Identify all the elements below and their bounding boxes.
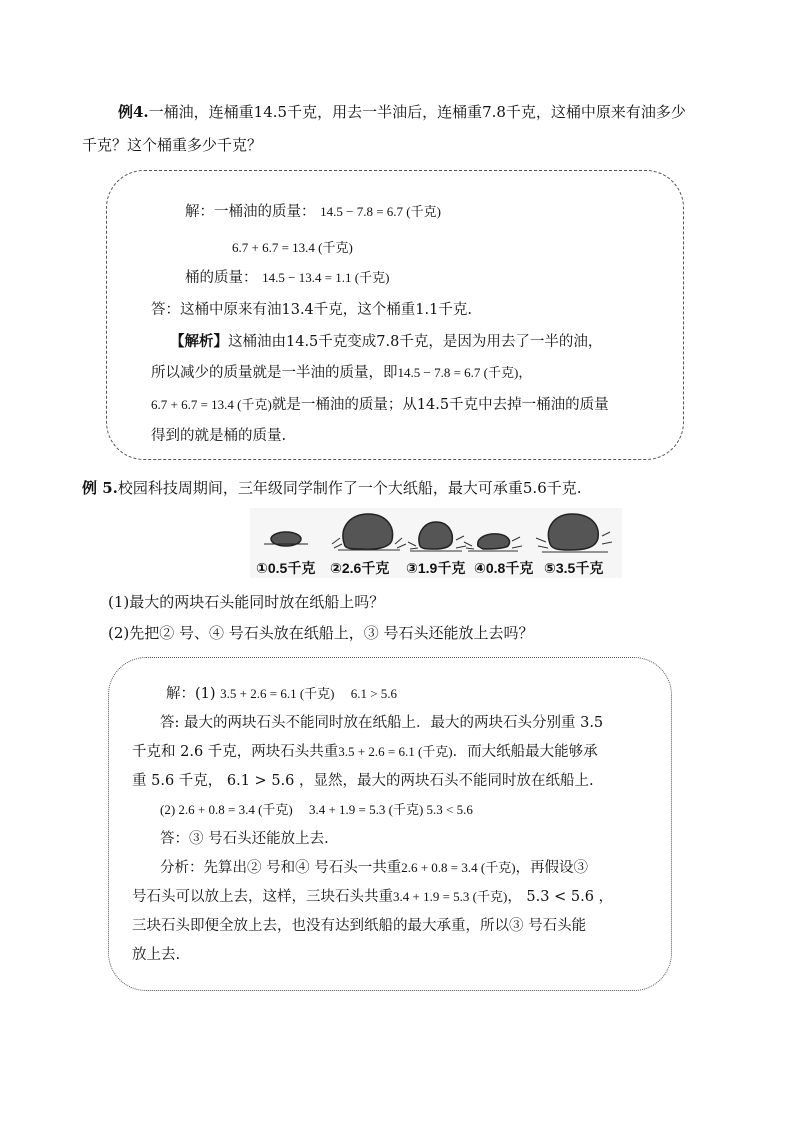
stone-1-icon [264, 532, 308, 546]
solution-4-bucket-label: 桶的质量： [185, 270, 258, 286]
solution-4-analysis-2 [151, 363, 531, 383]
analysis-formula-3: 6.7 + 6.7 = 13.4 (千克) [151, 397, 272, 412]
stone-2-icon [332, 514, 406, 550]
solution-5-box [108, 657, 672, 991]
question-2: (2)先把② 号、④ 号石头放在纸船上，③ 号石头还能放上去吗？ [108, 624, 534, 642]
analysis-text-3: 就是一桶油的质量；从14.5千克中去掉一桶油的质量 [271, 397, 609, 413]
solution-5-formula-7: 2.6 + 0.8 = 3.4 (千克) [401, 860, 516, 875]
solution-4-analysis-3 [151, 395, 609, 415]
analysis-tag: 【解析】 [170, 333, 228, 350]
solution-5-answer: 答：③ 号石头还能放上去. [160, 831, 329, 847]
solution-4-formula-1: 14.5 − 7.8 = 6.7 (千克) [320, 204, 441, 219]
analysis-formula-2: 14.5 − 7.8 = 6.7 (千克)， [397, 365, 532, 380]
example-5-text: 校园科技周期间，三年级同学制作了一个大纸船，最大可承重5.6千克. [117, 479, 582, 497]
solution-5-formula-3: 3.5 + 2.6 = 6.1 (千克) [338, 744, 453, 759]
example-4-label: 例4. [118, 103, 149, 121]
solution-5-line-1 [166, 684, 397, 704]
solution-4-line-1 [185, 202, 441, 222]
solution-4-analysis-1 [170, 332, 602, 352]
example-4-text-1: 一桶油，连桶重14.5千克，用去一半油后，连桶重7.8千克，这桶中原来有油多少 [148, 103, 686, 121]
solution-5-line-8 [132, 887, 613, 907]
solution-5-text-8c: ， 5.3 < 5.6 ， [507, 889, 614, 905]
solution-5-text-7a: 分析：先算出② 号和④ 号石头一共重 [160, 860, 402, 876]
solution-4-formula-3: 14.5 − 13.4 = 1.1 (千克) [262, 270, 390, 285]
stone-1-label: ①0.5千克 [256, 560, 316, 576]
stone-4-icon [464, 534, 522, 551]
solution-5-formula-5: (2) 2.6 + 0.8 = 3.4 (千克) 3.4 + 1.9 = 5.3 (千克) 5.3 < 5.6 [160, 802, 473, 817]
solution-5-text-7c: ，再假设③ [515, 860, 589, 876]
analysis-text-2a: 所以减少的质量就是一半油的质量，即 [151, 365, 398, 381]
stone-4-label: ④0.8千克 [474, 560, 534, 576]
solution-4-analysis-4: 得到的就是桶的质量. [151, 428, 287, 444]
stones-drawing [250, 508, 622, 558]
solution-5-label: 解：(1) [166, 686, 216, 702]
stone-5-icon [536, 514, 612, 552]
solution-5-line-4: 重 5.6 千克， 6.1 > 5.6 ，显然，最大的两块石头不能同时放在纸船上. [132, 773, 594, 789]
stones-illustration [250, 508, 622, 578]
solution-5-line-2: 答: 最大的两块石头不能同时放在纸船上．最大的两块石头分别重 3.5 [160, 715, 604, 731]
solution-5-line-9: 三块石头即便全放上去，也没有达到纸船的最大承重，所以③ 号石头能 [132, 918, 587, 934]
analysis-text-1: 这桶油由14.5千克变成7.8千克，是因为用去了一半的油， [228, 334, 603, 350]
solution-4-answer: 答：这桶中原来有油13.4千克，这个桶重1.1千克. [151, 302, 472, 318]
solution-4-line-3 [185, 268, 389, 288]
solution-5-text-3c: ．而大纸船最大能够承 [452, 744, 598, 760]
solution-5-line-10: 放上去. [132, 947, 181, 963]
solution-5-text-3a: 千克和 2.6 千克，两块石头共重 [132, 744, 339, 760]
question-1: (1)最大的两块石头能同时放在纸船上吗？ [108, 593, 385, 611]
example-5-line [82, 478, 582, 498]
stone-5-label: ⑤3.5千克 [544, 560, 604, 576]
example-5-label: 例 5. [82, 479, 118, 497]
solution-5-line-7 [160, 858, 588, 878]
solution-5-formula-1: 3.5 + 2.6 = 6.1 (千克) 6.1 > 5.6 [220, 686, 398, 701]
example-4-line-2: 千克？这个桶重多少千克？ [82, 136, 263, 154]
solution-5-text-8a: 号石头可以放上去，这样，三块石头共重 [132, 889, 393, 905]
solution-4-label: 解：一桶油的质量： [185, 204, 316, 220]
stone-3-label: ③1.9千克 [406, 560, 466, 576]
solution-5-formula-8: 3.4 + 1.9 = 5.3 (千克) [393, 889, 508, 904]
solution-4-formula-2: 6.7 + 6.7 = 13.4 (千克) [232, 240, 353, 255]
stone-3-icon [408, 522, 466, 551]
stone-2-label: ②2.6千克 [330, 560, 390, 576]
example-4-line-1 [118, 102, 686, 122]
solution-5-line-3 [132, 742, 598, 762]
